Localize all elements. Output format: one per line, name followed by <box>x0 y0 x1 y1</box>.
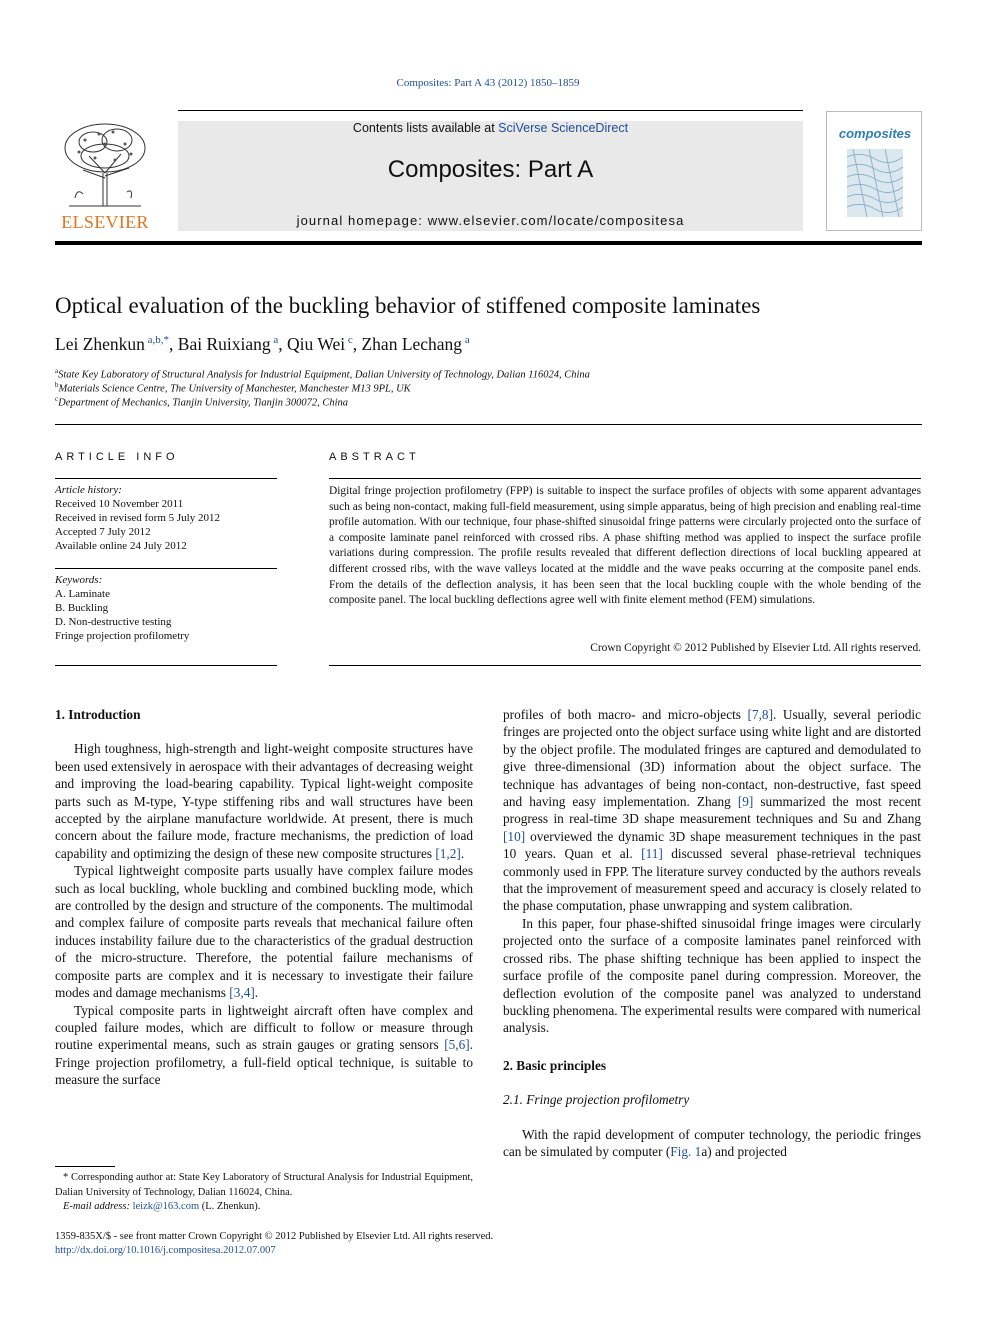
abstract-heading: ABSTRACT <box>329 451 420 463</box>
paragraph-text: . Fringe projection profilometry, a full-field optical technique, is suitable to measure the surface <box>55 1037 473 1088</box>
section-rule <box>55 424 922 425</box>
section-heading-basic-principles: 2. Basic principles <box>503 1057 607 1073</box>
doi-link[interactable]: http://dx.doi.org/10.1016/j.compositesa.2012.07.007 <box>55 1245 276 1256</box>
corresponding-author: * Corresponding author at: State Key Laboratory of Structural Analysis for Industrial Equipment, Dalian University of Technology, Dalian 116024, China. <box>55 1172 473 1198</box>
cover-title: composites <box>838 126 912 141</box>
paragraph-text: a) and projected <box>701 1143 787 1159</box>
keyword-item: A. Laminate <box>55 588 110 600</box>
author-affiliation-marks[interactable]: a,b,* <box>144 334 170 347</box>
affiliation-mark: b <box>55 381 59 389</box>
keywords <box>55 573 277 643</box>
citation-link[interactable]: [7,8] <box>747 707 774 722</box>
corresponding-author-footnote <box>55 1171 473 1215</box>
sciencedirect-link[interactable]: SciVerse ScienceDirect <box>498 121 629 135</box>
abstract-text: Digital fringe projection profilometry (FPP) is suitable to inspect the surface profiles of objects with some apparent advantages such as being non-contact, making full-field measurement, using simple apparatus, being of high precision and enabling real-time profile automation. With our technique, four phase-shifted sinusoidal fringe patterns were circularly projected onto the surface of a composite laminate panel reinforced with crossed ribs. A phase shifting method was applied to inspect the surface profile variations during compression. The profile results revealed that different deflection directions of local buckling appeared at different crossed ribs, with the wave valleys located at the middle and the wave peaks occurring at the composite panel ends. From the details of the deflection analysis, it has been seen that the local buckling couple with the whole bending of the composite panel. The local buckling deflections agree well with finite element method (FEM) simulations. <box>329 485 921 607</box>
paragraph-text: High toughness, high-strength and light-weight composite structures have been used extensively in aerospace with their advantages of decreasing weight and improving the load-bearing capability. Typical light-weight composite parts such as M-type, Y-type stiffening ribs and wall structures have been accepted by the airplane manufacture worldwide. At present, there is much concern about the failure mode, fracture mechanisms, the prediction of load capability and optimizing the design of these new composite structures <box>55 741 473 861</box>
article-history <box>55 483 277 553</box>
journal-cover-thumbnail <box>826 111 922 231</box>
body-left-column <box>55 706 473 1089</box>
citation-link[interactable]: [5,6] <box>444 1037 470 1053</box>
email-link[interactable]: leizk@163.com <box>132 1201 200 1212</box>
abstract-bottom-rule <box>329 665 921 666</box>
affiliation-c <box>55 395 935 409</box>
keywords-label: Keywords: <box>55 574 103 586</box>
paragraph-text: With the rapid development of computer technology, the periodic fringes can be simulated by computer ( <box>503 1126 921 1159</box>
paragraph-text: profiles of both macro- and micro-objects <box>503 707 748 722</box>
section-heading-introduction: 1. Introduction <box>55 707 141 722</box>
author-affiliation-marks[interactable]: c <box>345 334 353 347</box>
citation-link[interactable]: [3,4] <box>229 985 255 1001</box>
affiliation-b <box>55 381 935 395</box>
author-affiliation-marks[interactable]: a <box>270 334 279 347</box>
abstract-copyright: Crown Copyright © 2012 Published by Elsevier Ltd. All rights reserved. <box>590 642 921 654</box>
author-separator: , <box>169 334 178 354</box>
citation-link[interactable]: [11] <box>641 846 663 862</box>
article-title: Optical evaluation of the buckling behavior of stiffened composite laminates <box>55 293 761 318</box>
affiliation-text: Materials Science Centre, The University of Manchester, Manchester M13 9PL, UK <box>58 383 411 395</box>
author-list <box>55 334 955 355</box>
header-top-rule <box>178 110 803 111</box>
keywords-rule <box>55 568 277 569</box>
header-thick-rule <box>55 241 922 245</box>
paragraph-text: summarized the most recent progress in real-time 3D shape measurement techniques and Su and Zhang <box>503 794 921 827</box>
author-affiliation-marks[interactable]: a <box>462 334 470 347</box>
figure-link[interactable]: Fig. 1 <box>670 1143 702 1159</box>
history-item: Accepted 7 July 2012 <box>55 526 151 538</box>
article-info-rule <box>55 478 277 479</box>
affiliation-mark: a <box>55 367 59 375</box>
affiliation-a <box>55 367 935 381</box>
affiliation-text: Department of Mechanics, Tianjin University, Tianjin 300072, China <box>58 397 349 409</box>
subsection-heading: 2.1. Fringe projection profilometry <box>503 1092 690 1108</box>
keyword-item: B. Buckling <box>55 602 109 614</box>
history-item: Received 10 November 2011 <box>55 498 184 510</box>
history-item: Received in revised form 5 July 2012 <box>55 512 220 524</box>
keyword-item: D. Non-destructive testing <box>55 616 172 628</box>
paragraph-text: . Usually, several periodic fringes are projected onto the object surface using white light and are distorted by the object profile. The modulated fringes are captured and demodulated to give three-dimensional (3D) information about the object surface. The technique has advantages of being non-contact, non-destructive, fast speed and having easy implementation. Zhang <box>503 707 921 810</box>
paragraph-text: . <box>460 845 465 861</box>
author-separator: , <box>278 334 288 354</box>
paragraph-text: overviewed the dynamic 3D shape measurement techniques in the past 10 years. Quan et al. <box>503 828 921 862</box>
paragraph: In this paper, four phase-shifted sinusoidal fringe images were circularly projected onto the surface of a composite laminates panel reinforced with crossed ribs. The phase shifting technique has been applied to inspect the surface profile of the composite panel during compression. Moreover, the deflection evolution of the composite panel was analyzed to understand buckling phenomena. The experimental results were compared with numerical analysis. <box>503 915 921 1036</box>
author-name[interactable]: Zhan Lechang <box>361 334 463 354</box>
journal-citation[interactable]: Composites: Part A 43 (2012) 1850–1859 <box>396 77 580 89</box>
issn-line: 1359-835X/$ - see front matter Crown Copyright © 2012 Published by Elsevier Ltd. All rights reserved. <box>55 1231 494 1242</box>
email-label: E-mail address: <box>63 1201 133 1212</box>
paragraph <box>55 1002 473 1089</box>
paragraph <box>55 862 473 1001</box>
journal-homepage[interactable]: journal homepage: www.elsevier.com/locate/compositesa <box>296 213 685 228</box>
citation-link[interactable]: [9] <box>737 794 754 810</box>
paragraph-text: . <box>254 985 259 1001</box>
email-owner: (L. Zhenkun). <box>199 1201 261 1212</box>
author-separator: , <box>352 334 362 354</box>
paragraph-text: Typical lightweight composite parts usually have complex failure modes such as local buckling, whole buckling and combined buckling mode, which are controlled by the design and structure of the components. The multimodal and complex failure of composite parts reveals that mechanical failure often induces instability failure due to the characteristics of the gradual destruction of the micro-structure. Therefore, the potential failure mechanisms of composite parts are complex and it is necessary to investigate their failure modes and damage mechanisms <box>55 863 473 1001</box>
paragraph-text: Typical composite parts in lightweight aircraft often have complex and coupled failure modes, which are difficult to follow or measure through routine experimental means, such as strain gauges or grating sensors <box>55 1002 473 1053</box>
keyword-item: Fringe projection profilometry <box>55 630 190 642</box>
paragraph-text: discussed several phase-retrieval techniques commonly used in FPP. The literature survey conducted by the authors reveals that the improvement of measurement speed and accuracy is closely related to the phase computation, phase unwrapping and system calibration. <box>503 846 921 914</box>
history-item: Available online 24 July 2012 <box>55 540 187 552</box>
contents-line <box>178 121 803 135</box>
article-info-bottom-rule <box>55 665 277 666</box>
citation-link[interactable]: [10] <box>503 828 526 844</box>
author-name[interactable]: Bai Ruixiang <box>177 334 271 354</box>
cover-image <box>847 149 903 217</box>
footnote-rule <box>55 1166 115 1167</box>
author-name[interactable]: Qiu Wei <box>287 334 346 354</box>
affiliation-text: State Key Laboratory of Structural Analysis for Industrial Equipment, Dalian University of Technology, Dalian 116024, China <box>58 369 590 381</box>
paragraph <box>503 1126 921 1161</box>
citation-link[interactable]: [1,2] <box>435 845 461 861</box>
author-name[interactable]: Lei Zhenkun <box>55 334 145 354</box>
body-right-column <box>503 706 921 1160</box>
article-info-heading: ARTICLE INFO <box>55 451 179 463</box>
paragraph <box>503 706 921 915</box>
email-line <box>55 1200 473 1215</box>
history-label: Article history: <box>55 484 122 496</box>
elsevier-wordmark: ELSEVIER <box>61 212 149 232</box>
journal-name: Composites: Part A <box>387 156 594 183</box>
abstract-rule <box>329 478 921 479</box>
paragraph <box>55 740 473 862</box>
contents-prefix: Contents lists available at <box>352 121 499 135</box>
affiliation-mark: c <box>55 395 59 403</box>
